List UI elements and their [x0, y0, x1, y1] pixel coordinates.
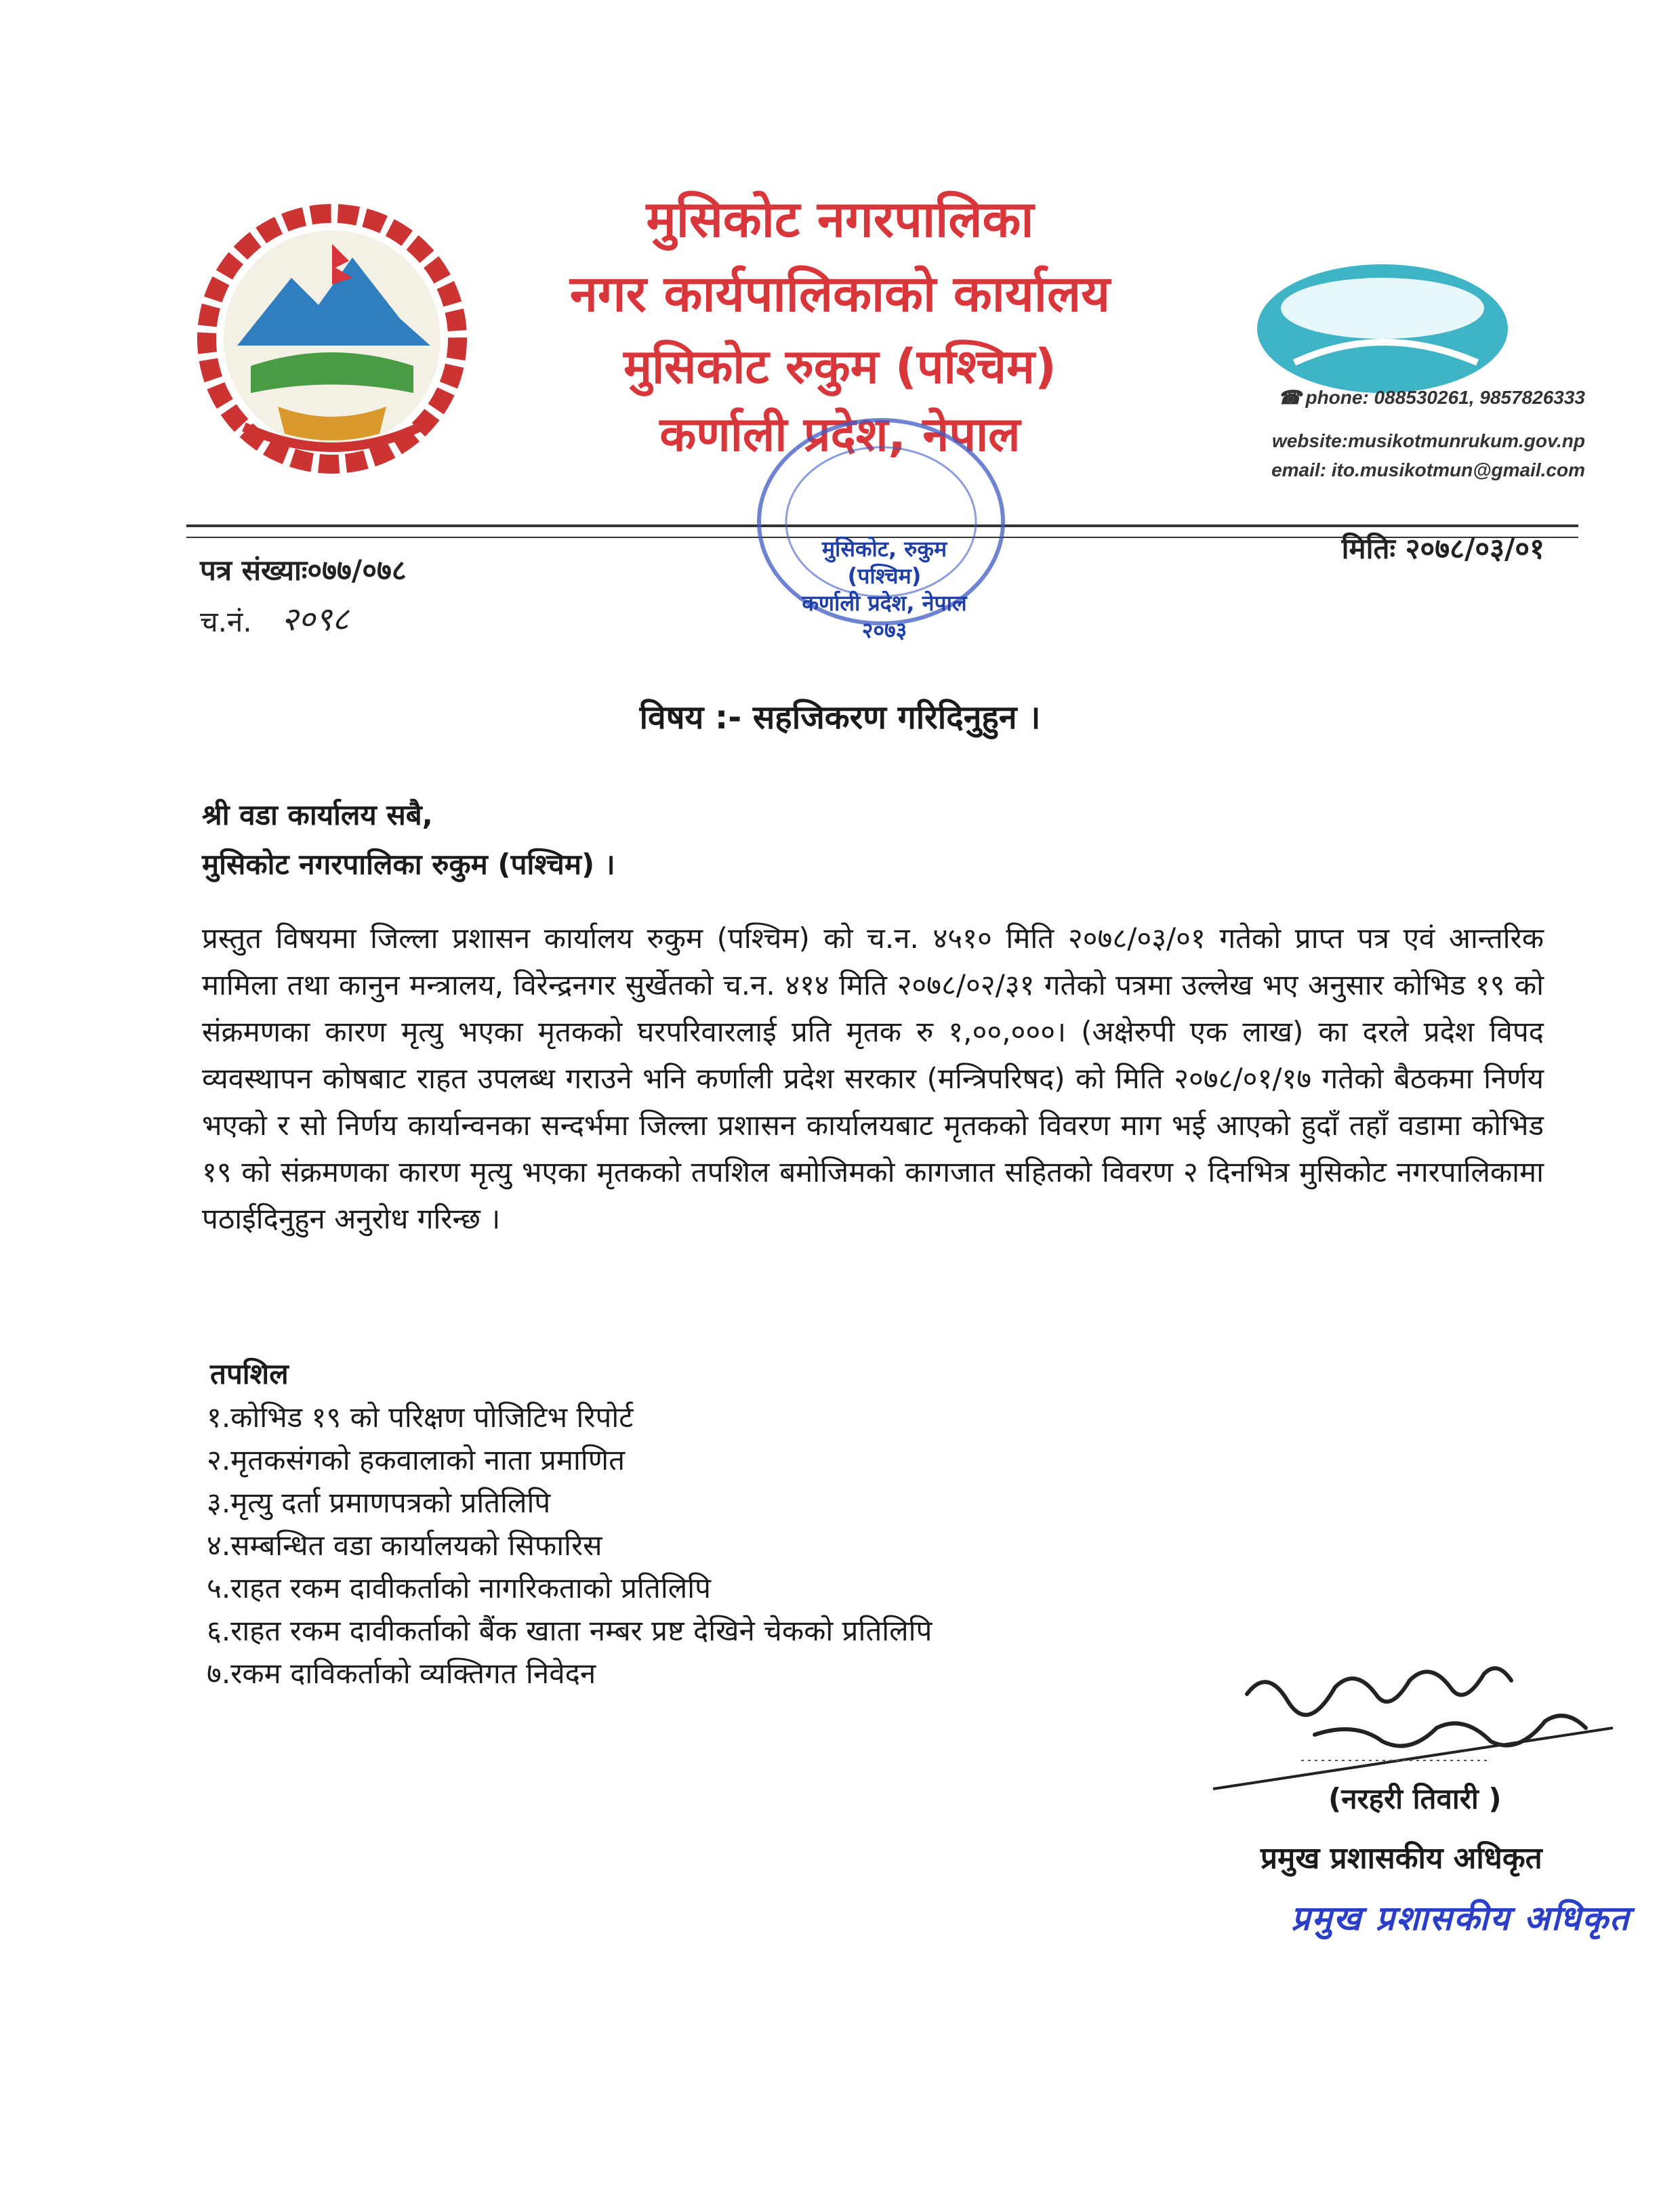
subject-line: विषय :- सहजिकरण गरिदिनुहुन ।	[639, 699, 1041, 737]
dispatch-number-value: २०९८	[281, 600, 349, 638]
office-subtitle: नगर कार्यपालिकाको कार्यालय	[569, 265, 1111, 323]
phone-text: phone: 088530261, 9857826333	[1305, 387, 1585, 408]
details-list	[207, 1396, 932, 1695]
addressee-line-2: मुसिकोट नगरपालिका रुकुम (पश्चिम) ।	[202, 848, 615, 881]
addressee-line-1: श्री वडा कार्यालय सबै,	[202, 798, 433, 831]
designation-stamp: प्रमुख प्रशासकीय अधिकृत	[1291, 1899, 1631, 1938]
seal-line-1: मुसिकोट, रुकुम (पश्चिम)	[821, 536, 947, 589]
contact-email: email: ito.musikotmun@gmail.com	[1271, 459, 1585, 480]
signer-name: (नरहरी तिवारी )	[1328, 1782, 1502, 1815]
seal-line-3: २०७३	[861, 617, 907, 643]
campaign-logo-icon	[1254, 261, 1511, 396]
list-item: ७.रकम दाविकर्ताको व्यक्तिगत निवेदन	[207, 1657, 596, 1690]
dispatch-number-label: च.नं.	[200, 605, 252, 638]
list-item: १.कोभिड १९ को परिक्षण पोजिटिभ रिपोर्ट	[207, 1401, 634, 1434]
letter-number: पत्र संख्याः०७७/०७८	[200, 554, 407, 587]
list-item: २.मृतकसंगको हकवालाको नाता प्रमाणित	[207, 1443, 626, 1477]
office-seal-text	[790, 535, 979, 644]
seal-line-2: कर्णाली प्रदेश, नेपाल	[802, 590, 967, 616]
details-heading: तपशिल	[210, 1357, 289, 1390]
body-paragraph: प्रस्तुत विषयमा जिल्ला प्रशासन कार्यालय रुकुम (पश्चिम) को च.न. ४५१० मिति २०७८/०३/०१ गतेको प्राप्त पत्र एवं आन्तरिक मामिला तथा कानुन मन्त्रालय, विरेन्द्रनगर सुर्खेतको च.न. ४१४ मिति २०७८/०२/३१ गतेको पत्रमा उल्लेख भए अनुसार कोभिड १९ को संक्रमणका कारण मृत्यु भएका मृतकको घरपरिवारलाई प्रति मृतक रु १,००,०००। (अक्षेरुपी एक लाख) का दरले प्रदेश विपद व्यवस्थापन कोषबाट राहत उपलब्ध गराउने भनि कर्णाली प्रदेश सरकार (मन्त्रिपरिषद) को मिति २०७८/०१/१७ गतेको बैठकमा निर्णय भएको र सो निर्णय कार्यान्वनका सन्दर्भमा जिल्ला प्रशासन कार्यालयबाट मृतकको विवरण माग भई आएको हुदाँ तहाँ वडामा कोभिड १९ को संक्रमणका कारण मृत्यु भएका मृतकको तपशिल बमोजिमको कागजात सहितको विवरण २ दिनभित्र मुसिकोट नगरपालिकामा पठाईदिनुहुन अनुरोध गरिन्छ ।	[202, 922, 1544, 1235]
office-location: मुसिकोट रुकुम (पश्चिम)	[623, 339, 1057, 394]
list-item: ३.मृत्यु दर्ता प्रमाणपत्रको प्रतिलिपि	[207, 1486, 551, 1519]
contact-phone	[1278, 386, 1585, 409]
list-item: ६.राहत रकम दावीकर्ताको बैंक खाता नम्बर प्रष्ट देखिने चेकको प्रतिलिपि	[207, 1614, 933, 1647]
signer-designation: प्रमुख प्रशासकीय अधिकृत	[1261, 1841, 1542, 1876]
list-item: ५.राहत रकम दावीकर्ताको नागरिकताको प्रतिलिपि	[207, 1571, 711, 1605]
office-province: कर्णाली प्रदेश, नेपाल	[659, 407, 1021, 462]
contact-website: website:musikotmunrukum.gov.np	[1271, 430, 1585, 451]
office-title: मुसिकोट नगरपालिका	[646, 190, 1034, 249]
list-item: ४.सम्बन्धित वडा कार्यालयको सिफारिस	[207, 1529, 602, 1562]
letter-date: मितिः २०७८/०३/०१	[1341, 532, 1544, 565]
phone-icon: ☎	[1277, 387, 1302, 408]
